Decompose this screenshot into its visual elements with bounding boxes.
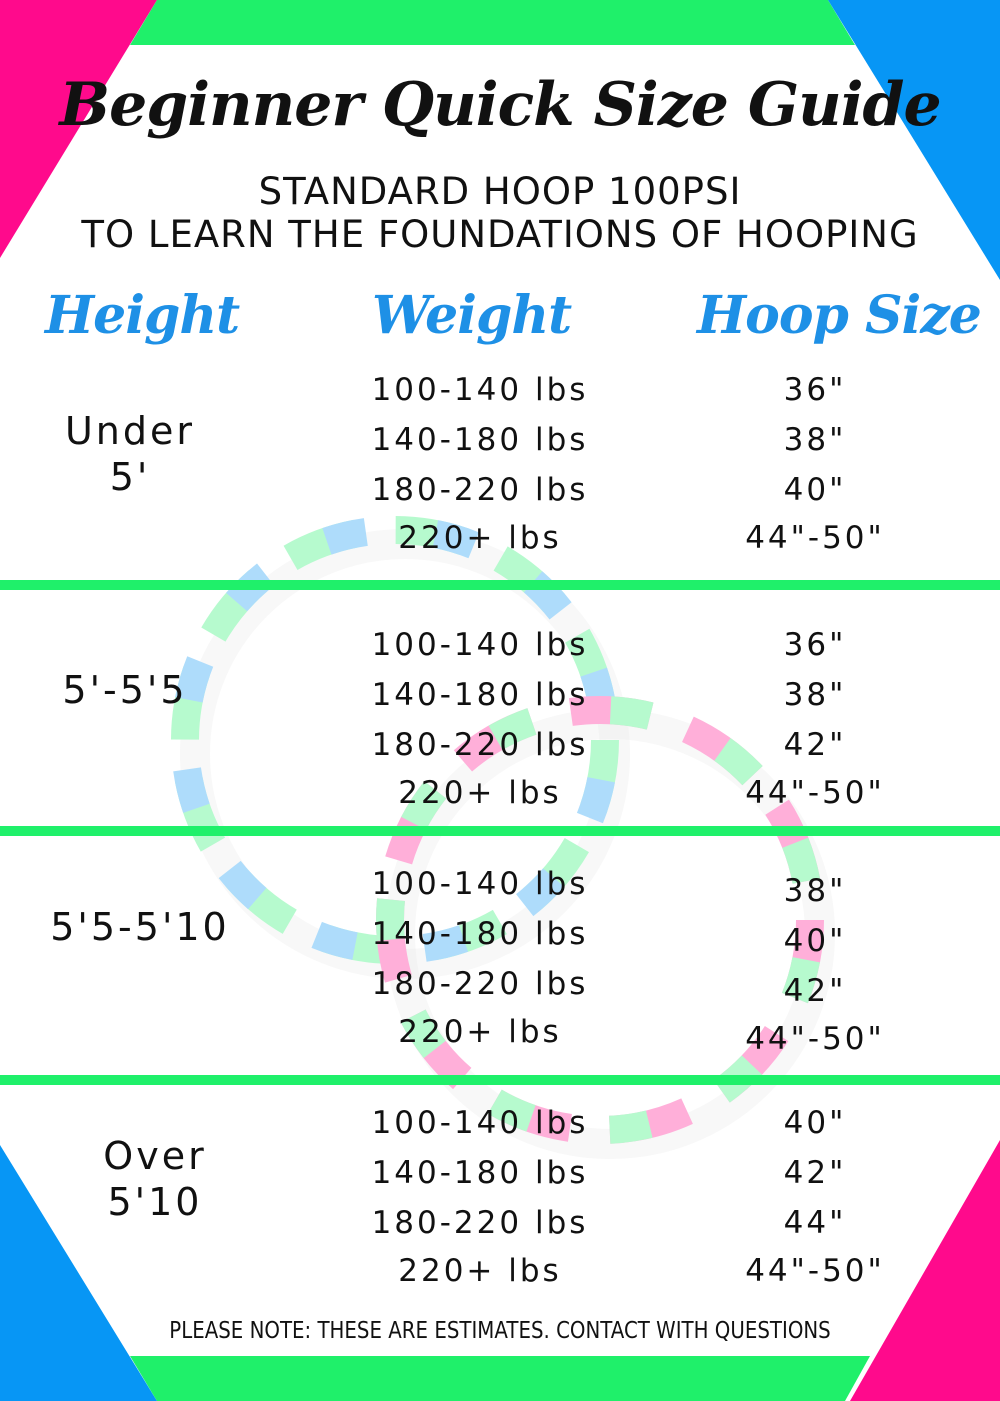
column-header-hoop-size: Hoop Size — [697, 285, 981, 346]
weight-cell: 140-180 lbs — [371, 677, 589, 713]
column-header-height: Height — [45, 285, 240, 346]
weight-cell: 180-220 lbs — [371, 727, 589, 763]
weight-cell: 220+ lbs — [398, 775, 562, 811]
column-header-weight: Weight — [372, 285, 572, 346]
footer-note: PLEASE NOTE: THESE ARE ESTIMATES. CONTACT WITH QUESTIONS — [169, 1318, 831, 1344]
hoop-size-cell: 38" — [783, 422, 847, 458]
height-label: Under 5' — [64, 409, 196, 499]
group-divider — [0, 826, 1000, 836]
hoop-size-cell: 44" — [783, 1205, 847, 1241]
page-title: Beginner Quick Size Guide — [59, 70, 941, 140]
hoop-size-cell: 40" — [783, 1105, 847, 1141]
weight-cell: 140-180 lbs — [371, 1155, 589, 1191]
group-divider — [0, 580, 1000, 590]
weight-cell: 140-180 lbs — [371, 916, 589, 952]
hoop-size-cell: 44"-50" — [745, 775, 885, 811]
top-green-band — [130, 0, 855, 45]
height-label: 5'5-5'10 — [50, 905, 230, 949]
weight-cell: 180-220 lbs — [371, 472, 589, 508]
hoop-size-cell: 44"-50" — [745, 1021, 885, 1057]
height-label: Over 5'10 — [103, 1134, 207, 1224]
weight-cell: 100-140 lbs — [371, 1105, 589, 1141]
weight-cell: 220+ lbs — [398, 1014, 562, 1050]
hoop-size-cell: 44"-50" — [745, 1253, 885, 1289]
weight-cell: 180-220 lbs — [371, 966, 589, 1002]
hoop-size-cell: 38" — [783, 873, 847, 909]
weight-cell: 100-140 lbs — [371, 372, 589, 408]
height-label: 5'-5'5 — [62, 668, 188, 712]
subtitle-line-2: TO LEARN THE FOUNDATIONS OF HOOPING — [81, 213, 919, 256]
hoop-size-cell: 40" — [783, 923, 847, 959]
weight-cell: 220+ lbs — [398, 1253, 562, 1289]
weight-cell: 100-140 lbs — [371, 866, 589, 902]
group-divider — [0, 1075, 1000, 1085]
weight-cell: 220+ lbs — [398, 520, 562, 556]
bottom-green-band — [130, 1356, 870, 1401]
weight-cell: 100-140 lbs — [371, 627, 589, 663]
hoop-size-cell: 38" — [783, 677, 847, 713]
hoop-size-cell: 44"-50" — [745, 520, 885, 556]
hoop-size-cell: 42" — [783, 973, 847, 1009]
weight-cell: 140-180 lbs — [371, 422, 589, 458]
weight-cell: 180-220 lbs — [371, 1205, 589, 1241]
hoop-size-cell: 36" — [783, 372, 847, 408]
hoop-size-cell: 36" — [783, 627, 847, 663]
hoop-size-cell: 42" — [783, 727, 847, 763]
hoop-size-cell: 42" — [783, 1155, 847, 1191]
subtitle-line-1: STANDARD HOOP 100PSI — [258, 170, 742, 213]
hoop-size-cell: 40" — [783, 472, 847, 508]
